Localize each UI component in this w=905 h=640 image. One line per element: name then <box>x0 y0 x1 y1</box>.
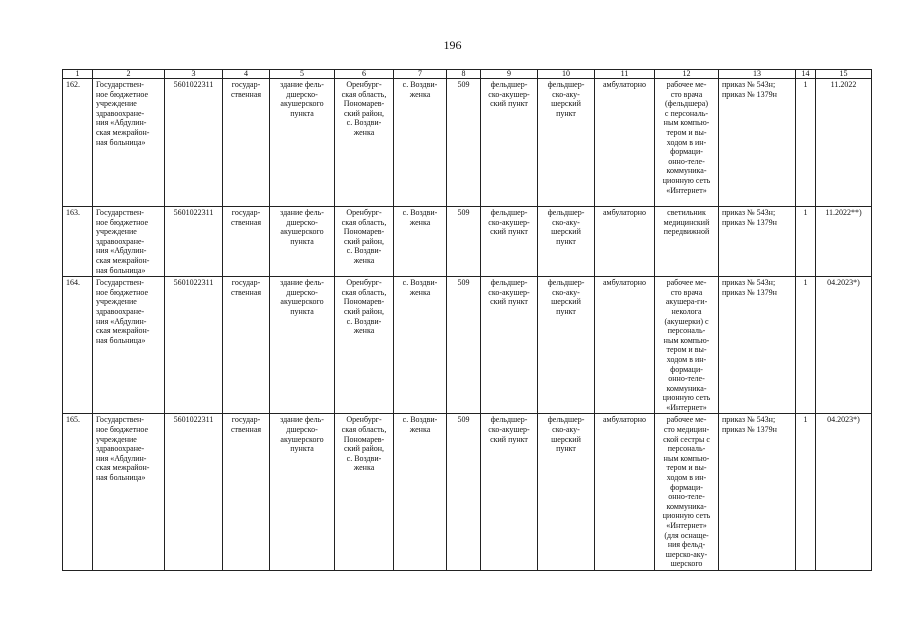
address-cell: Оренбург- ская область, Пономарев- ский район, с. Воздви- женка <box>335 414 394 571</box>
page-number: 196 <box>443 38 462 52</box>
organization-cell: Государствен- ное бюджетное учреждение здравоохране- ния «Абдулин- ская межрайон- ная больница» <box>93 414 165 571</box>
column-number: 3 <box>165 70 223 79</box>
row-number: 162. <box>63 79 93 207</box>
row-number: 164. <box>63 277 93 414</box>
ownership-cell: государ- ственная <box>223 207 270 277</box>
facility-type-cell: фельдшер- ско-акушер- ский пункт <box>481 79 538 207</box>
care-conditions-cell: амбулаторно <box>595 79 655 207</box>
date-cell: 04.2023*) <box>816 414 872 571</box>
column-number: 7 <box>394 70 447 79</box>
order-cell: приказ № 543н; приказ № 1379н <box>719 414 796 571</box>
unit-type-cell: фельдшер- ско-аку- шерский пункт <box>538 414 595 571</box>
care-conditions-cell: амбулаторно <box>595 414 655 571</box>
column-number: 13 <box>719 70 796 79</box>
equipment-cell: светильник медицинский передвижной <box>655 207 719 277</box>
inn-cell: 5601022311 <box>165 79 223 207</box>
address-cell: Оренбург- ская область, Пономарев- ский район, с. Воздви- женка <box>335 277 394 414</box>
table-row <box>63 414 872 571</box>
date-cell: 11.2022 <box>816 79 872 207</box>
row-number: 163. <box>63 207 93 277</box>
column-number: 12 <box>655 70 719 79</box>
column-number: 8 <box>447 70 481 79</box>
row-number: 165. <box>63 414 93 571</box>
column-number: 6 <box>335 70 394 79</box>
locality-cell: с. Воздви- женка <box>394 207 447 277</box>
quantity-cell: 1 <box>796 79 816 207</box>
table-row <box>63 207 872 277</box>
equipment-cell: рабочее ме- сто медицин- ской сестры с персональ- ным компью- тером и вы- ходом в ин- формаци- онно-теле- коммуника- ционную сеть «Интернет» (для оснаще- ния фельд- шерско-аку- шерского <box>655 414 719 571</box>
care-conditions-cell: амбулаторно <box>595 277 655 414</box>
table-row <box>63 79 872 207</box>
locality-cell: с. Воздви- женка <box>394 79 447 207</box>
inn-cell: 5601022311 <box>165 414 223 571</box>
ownership-cell: государ- ственная <box>223 79 270 207</box>
column-number-row <box>63 70 872 79</box>
facility-type-cell: фельдшер- ско-акушер- ский пункт <box>481 414 538 571</box>
column-number: 4 <box>223 70 270 79</box>
address-cell: Оренбург- ская область, Пономарев- ский район, с. Воздви- женка <box>335 79 394 207</box>
quantity-cell: 1 <box>796 277 816 414</box>
column-number: 14 <box>796 70 816 79</box>
order-cell: приказ № 543н; приказ № 1379н <box>719 79 796 207</box>
code-cell: 509 <box>447 207 481 277</box>
column-number: 1 <box>63 70 93 79</box>
address-cell: Оренбург- ская область, Пономарев- ский район, с. Воздви- женка <box>335 207 394 277</box>
organization-cell: Государствен- ное бюджетное учреждение здравоохране- ния «Абдулин- ская межрайон- ная больница» <box>93 207 165 277</box>
quantity-cell: 1 <box>796 207 816 277</box>
column-number: 11 <box>595 70 655 79</box>
code-cell: 509 <box>447 79 481 207</box>
column-number: 10 <box>538 70 595 79</box>
organization-cell: Государствен- ное бюджетное учреждение здравоохране- ния «Абдулин- ская межрайон- ная больница» <box>93 79 165 207</box>
column-number: 2 <box>93 70 165 79</box>
ownership-cell: государ- ственная <box>223 277 270 414</box>
organization-cell: Государствен- ное бюджетное учреждение здравоохране- ния «Абдулин- ская межрайон- ная больница» <box>93 277 165 414</box>
date-cell: 04.2023*) <box>816 277 872 414</box>
registry-table <box>62 69 872 571</box>
building-cell: здание фель- дшерско- акушерского пункта <box>270 277 335 414</box>
building-cell: здание фель- дшерско- акушерского пункта <box>270 79 335 207</box>
building-cell: здание фель- дшерско- акушерского пункта <box>270 207 335 277</box>
unit-type-cell: фельдшер- ско-аку- шерский пункт <box>538 79 595 207</box>
quantity-cell: 1 <box>796 414 816 571</box>
code-cell: 509 <box>447 414 481 571</box>
unit-type-cell: фельдшер- ско-аку- шерский пункт <box>538 277 595 414</box>
column-number: 9 <box>481 70 538 79</box>
unit-type-cell: фельдшер- ско-аку- шерский пункт <box>538 207 595 277</box>
ownership-cell: государ- ственная <box>223 414 270 571</box>
building-cell: здание фель- дшерско- акушерского пункта <box>270 414 335 571</box>
order-cell: приказ № 543н; приказ № 1379н <box>719 277 796 414</box>
locality-cell: с. Воздви- женка <box>394 414 447 571</box>
facility-type-cell: фельдшер- ско-акушер- ский пункт <box>481 207 538 277</box>
date-cell: 11.2022**) <box>816 207 872 277</box>
column-number: 5 <box>270 70 335 79</box>
column-number: 15 <box>816 70 872 79</box>
equipment-cell: рабочее ме- сто врача акушера-ги- неколога (акушерки) с персональ- ным компью- тером и вы- ходом в ин- формаци- онно-теле- коммуника- ционную сеть «Интернет» <box>655 277 719 414</box>
care-conditions-cell: амбулаторно <box>595 207 655 277</box>
locality-cell: с. Воздви- женка <box>394 277 447 414</box>
order-cell: приказ № 543н; приказ № 1379н <box>719 207 796 277</box>
inn-cell: 5601022311 <box>165 277 223 414</box>
table-row <box>63 277 872 414</box>
facility-type-cell: фельдшер- ско-акушер- ский пункт <box>481 277 538 414</box>
inn-cell: 5601022311 <box>165 207 223 277</box>
equipment-cell: рабочее ме- сто врача (фельдшера) с персональ- ным компью- тером и вы- ходом в ин- формаци- онно-теле- коммуника- ционную сеть «Интернет» <box>655 79 719 207</box>
code-cell: 509 <box>447 277 481 414</box>
